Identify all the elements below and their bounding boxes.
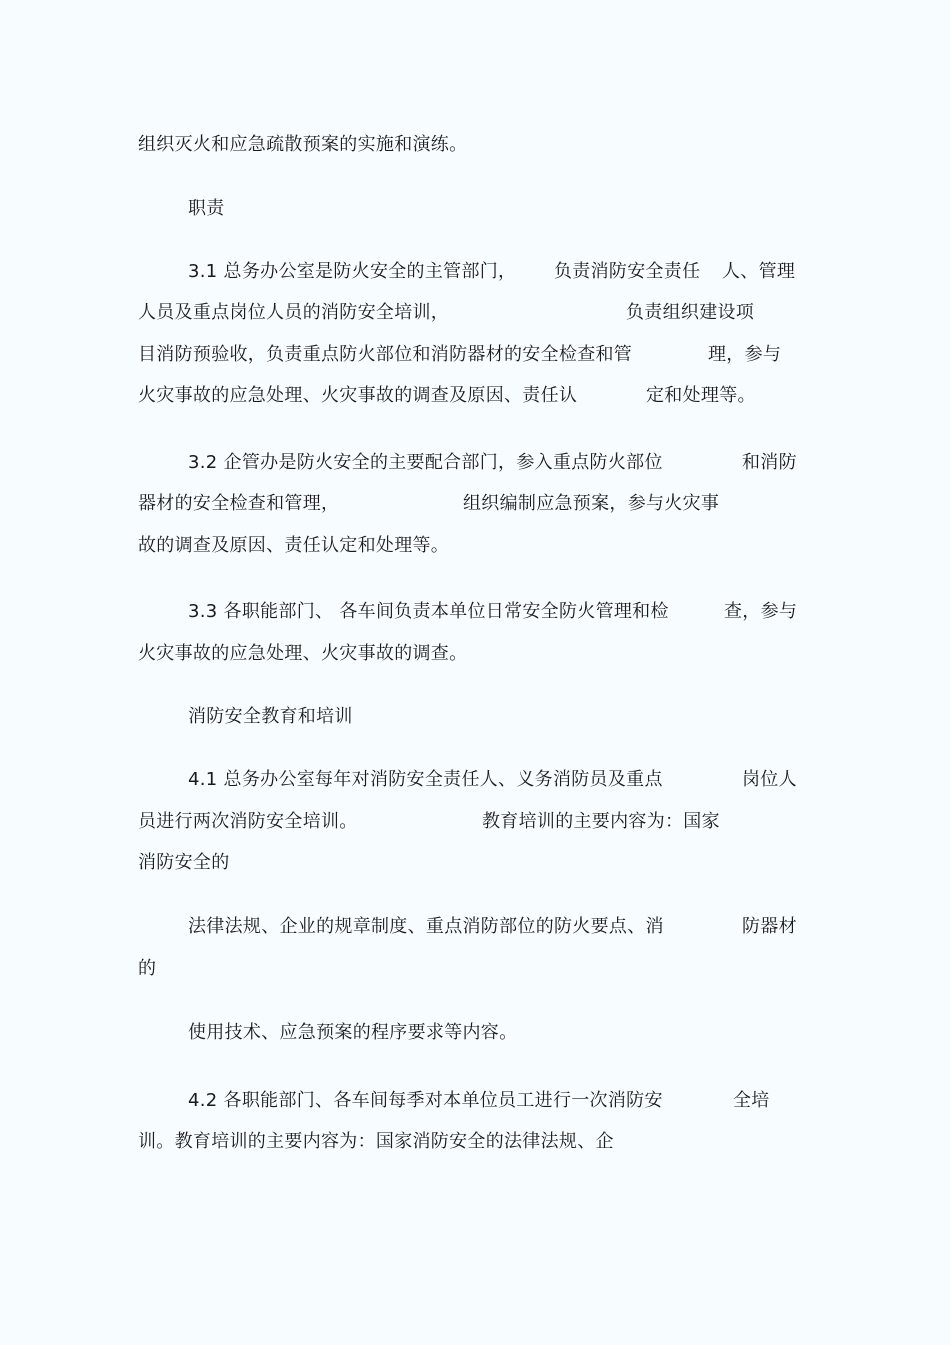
text-line: 组织灭火和应急疏散预案的实施和演练。	[138, 134, 468, 155]
text-line: 人员及重点岗位人员的消防安全培训，	[138, 302, 450, 323]
section-heading: 消防安全教育和培训	[188, 706, 353, 727]
text-line: 员进行两次消防安全培训。	[138, 811, 358, 832]
text-line: 和消防	[742, 452, 797, 473]
text-line: 防器材	[742, 916, 797, 937]
text-line: 负责消防安全责任	[554, 261, 701, 282]
text-line: 目消防预验收，负责重点防火部位和消防器材的安全检查和管	[138, 344, 633, 365]
text-line: 理，参与	[708, 344, 782, 365]
text-line: 消防安全的	[138, 852, 230, 873]
text-line: 训。教育培训的主要内容为：国家消防安全的法律法规、企	[138, 1131, 614, 1152]
section-heading: 职责	[188, 198, 225, 219]
text-line: 定和处理等。	[646, 385, 756, 406]
text-line: 3.1 总务办公室是防火安全的主管部门，	[188, 261, 517, 282]
text-line: 法律法规、企业的规章制度、重点消防部位的防火要点、消	[188, 916, 664, 937]
text-line: 故的调查及原因、责任认定和处理等。	[138, 535, 450, 556]
text-line: 组织编制应急预案，参与火灾事	[463, 493, 720, 514]
text-line: 4.1 总务办公室每年对消防安全责任人、义务消防员及重点	[188, 769, 663, 790]
text-line: 负责组织建设项	[626, 302, 755, 323]
text-line: 教育培训的主要内容为：国家	[482, 811, 720, 832]
text-line: 查，参与	[724, 601, 798, 622]
text-line: 全培	[733, 1090, 770, 1111]
text-line: 火灾事故的应急处理、火灾事故的调查。	[138, 643, 468, 664]
text-line: 3.3 各职能部门、 各车间负责本单位日常安全防火管理和检	[188, 601, 669, 622]
text-line: 人、管理	[722, 261, 796, 282]
text-line: 使用技术、应急预案的程序要求等内容。	[188, 1022, 518, 1043]
text-line: 火灾事故的应急处理、火灾事故的调查及原因、责任认	[138, 385, 578, 406]
text-line: 3.2 企管办是防火安全的主要配合部门，参入重点防火部位	[188, 452, 663, 473]
text-line: 4.2 各职能部门、各车间每季对本单位员工进行一次消防安	[188, 1090, 663, 1111]
text-line: 的	[138, 958, 157, 979]
text-line: 器材的安全检查和管理，	[138, 493, 340, 514]
text-line: 岗位人	[742, 769, 797, 790]
